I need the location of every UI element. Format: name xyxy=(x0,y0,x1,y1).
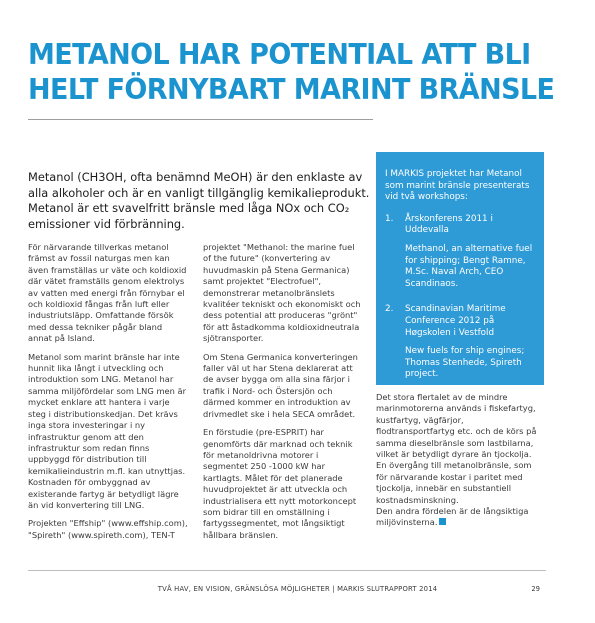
paragraph: Den andra fördelen är de långsiktiga miljövinsterna. xyxy=(376,506,529,528)
title-divider xyxy=(28,119,373,120)
paragraph: Om Stena Germanica konverteringen faller väl ut har Stena deklarerat att de avser bygga om alla sina färjor i trafik i Nord- och Östersjön och därmed kommer en introduktion av drivmedlet ske i hela SECA området. xyxy=(203,351,358,419)
paragraph: projektet "Methanol: the marine fuel of the future" (konvertering av huvudmaskin på Stena Germanica) samt projektet "Electrofuel", demonstrerar metanolbränslets kvalitéer tekniskt och ekonomiskt och dess potential att produceras "grönt" för att åstadkomma koldioxidneutrala sjötransporter. xyxy=(203,242,361,344)
item-number: 2. xyxy=(385,304,394,315)
item-heading: Scandinavian Maritime Conference 2012 på Høgskolen i Vestfold xyxy=(405,304,506,338)
item-number: 1. xyxy=(385,213,394,224)
page-title xyxy=(28,38,573,107)
closing-paragraph xyxy=(376,506,544,529)
paragraph: Projekten "Effship" (www.effship.com), "Spireth" (www.spireth.com), TEN-T xyxy=(28,518,188,540)
item-body: Methanol, an alternative fuel for shipping; Bengt Ramne, M.Sc. Naval Arch, CEO Scandinaos. xyxy=(405,243,533,289)
text-column-2 xyxy=(203,242,363,548)
workshop-item xyxy=(385,304,536,381)
box-intro: I MARKIS projektet har Metanol som marint bränsle presenterats vid två workshops: xyxy=(385,169,530,203)
paragraph: Det stora flertalet av de mindre marinmotorerna används i fiskefartyg, kustfartyg, vägfärjor, flodtransportfartyg etc. och de körs på samma dieselbränsle som lastbilarna, vilket är betydligt dyrare än tjockolja. En övergång till metanolbränsle, som för närvarande kostar i paritet med tjockolja, innebär en substantiell kostnadsminskning. xyxy=(376,392,537,505)
end-mark-square-icon xyxy=(439,518,446,525)
title-line-2: HELT FÖRNYBART MARINT BRÄNSLE xyxy=(28,73,555,107)
item-heading: Årskonferens 2011 i Uddevalla xyxy=(405,213,493,236)
paragraph: Metanol som marint bränsle har inte hunnit lika långt i utveckling och introduktion som LNG. Metanol har samma miljöfördelar som LNG men är mycket enklare att hantera i varje steg i distributionskedjan. Det krävs inga stora investeringar i ny infrastruktur genom att den infrastruktur som redan finns uppbyggd för distribution till kemikalieindustrin m.fl. kan utnyttjas. Kostnaden för ombyggnad av existerande fartyg är betydligt lägre än vid konvertering till LNG. xyxy=(28,351,187,510)
paragraph: En förstudie (pre-ESPRIT) har genomförts där marknad och teknik för metanoldrivna motorer i segmentet 250 -1000 kW har kartlagts. Målet för det planerade huvudprojektet är att utveckla och industrialisera ett nytt motorkoncept som bidrar till en omställning i fartygssegmentet, mot långsiktigt hållbara bränslen. xyxy=(203,427,357,540)
footer-text: TVÅ HAV, EN VISION, GRÄNSLÖSA MÖJLIGHETER | MARKIS SLUTRAPPORT 2014 xyxy=(157,585,438,593)
workshop-item xyxy=(385,214,536,291)
footer-divider xyxy=(28,570,546,571)
paragraph: För närvarande tillverkas metanol främst av fossil naturgas men kan även framställas ur väte och koldioxid där vätet framställs genom elektrolys av vatten med energi från förnybar el och koldioxid fångas från luft eller industriutsläpp. Omfattande försök med dessa tekniker pågår bland annat på Island. xyxy=(28,242,187,344)
workshop-info-box xyxy=(376,152,544,385)
title-line-1: METANOL HAR POTENTIAL ATT BLI xyxy=(28,39,531,72)
lead-paragraph: Metanol (CH3OH, ofta benämnd MeOH) är den enklaste av alla alkoholer och är en vanligt tillgänglig kemikalieprodukt. Metanol är ett svavelfritt bränsle med låga NOx och CO₂ emissioner vid förbränning. xyxy=(28,170,370,231)
text-column-1 xyxy=(28,242,188,548)
item-body: New fuels for ship engines; Thomas Stenhede, Spireth project. xyxy=(405,346,525,380)
spacer xyxy=(385,290,536,304)
page-number: 29 xyxy=(531,585,540,593)
text-column-3 xyxy=(376,392,544,529)
item-text xyxy=(405,214,536,291)
item-text xyxy=(405,304,536,381)
